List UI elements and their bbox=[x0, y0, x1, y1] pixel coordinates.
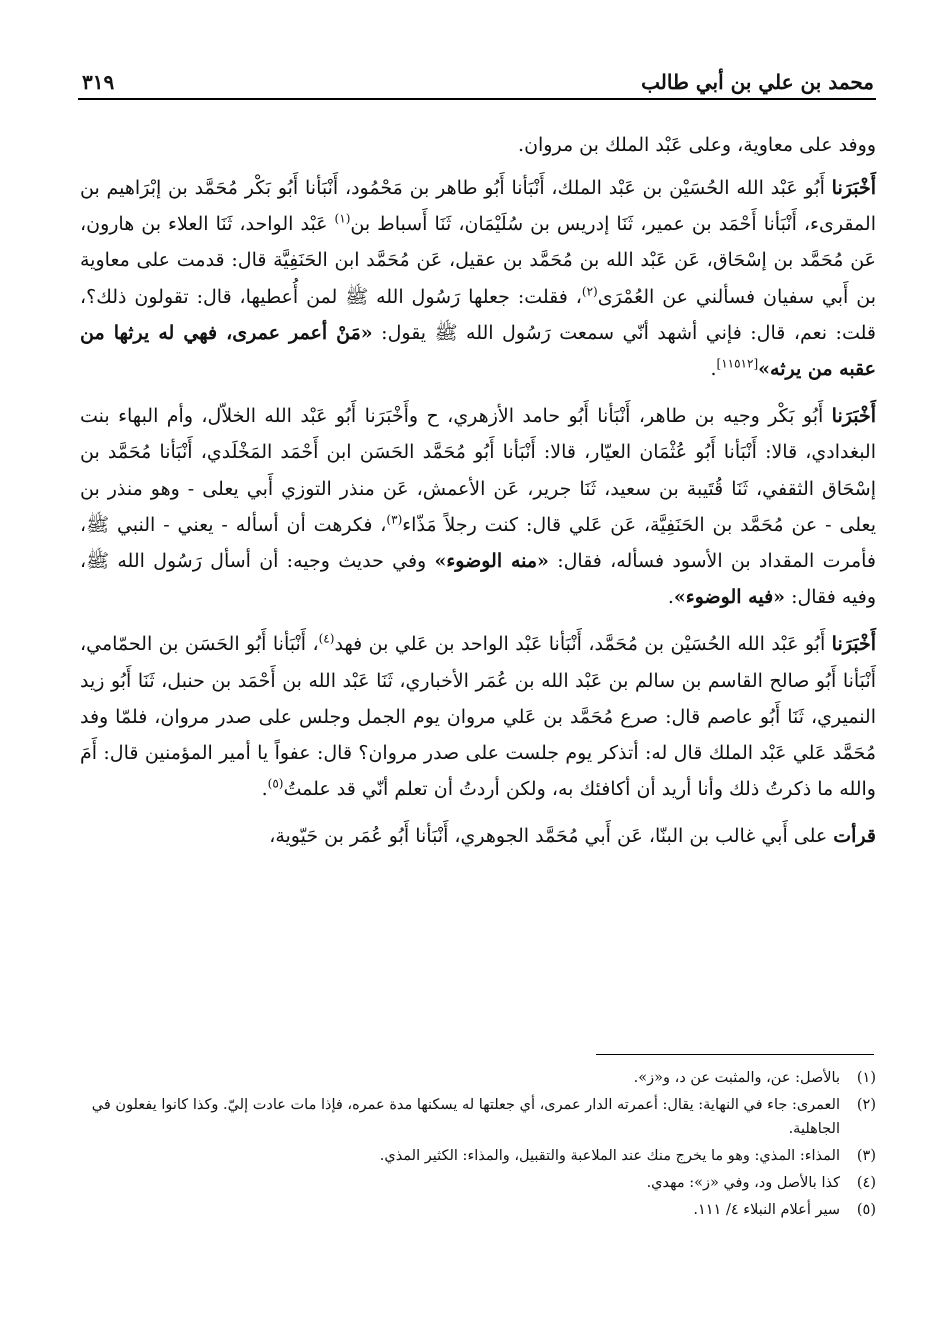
footnote-number: (٣) bbox=[856, 1148, 876, 1164]
paragraph-text: ، أَنْبَأنا أَبُو الحَسَن بن الحمّامي، أَنْبَأنا أَبُو صالح القاسم بن سالم بن عَبْد الله بن عُمَر الأخباري، ثَنَا عَبْد الله بن أَحْمَد بن حنبل، ثَنَا أَبُو زيد النميري، ثَنَا أَبُو عاصم قال: صرع مُحَمَّد بن عَلي مروان يوم الجمل وجلس على صدر مروان، فلمّا وفد مُحَمَّد عَلي عَبْد الملك قال له: أتذكر يوم جلست على صدر مروان؟ قال: عفواً يا أمير المؤمنين قال: أَمَ والله ما ذكرتُ ذلك وأنا أريد أن أكافئك به، ولكن أردتُ أن تعلم أنّي قد علمتُ bbox=[80, 633, 876, 801]
page-number: ٣١٩ bbox=[82, 70, 115, 94]
header-rule bbox=[78, 98, 876, 100]
paragraph-text: عَبْد الواحد، ثَنَا العلاء بن هارون، عَن مُحَمَّد بن إسْحَاق، عَن عَبْد الله بن مُحَمَّد بن عقيل، عَن مُحَمَّد ابن الحَنَفِيَّة قال: قدمت على معاوية بن أَبي سفيان فسألني عن العُمْرَى bbox=[80, 213, 876, 308]
footnotes bbox=[60, 1066, 876, 1225]
footnote-text: العمرى: جاء في النهاية: يقال: أعمرته الدار عمرى، أي جعلتها له يسكنها مدة عمره، فإذا مات عادت إليّ. وكذا كانوا يفعلون في الجاهلية. bbox=[91, 1097, 840, 1137]
paragraph-text: أَبُو عَبْد الله الحُسَيْن بن مُحَمَّد، أَنْبَأنا عَبْد الواحد بن عَلي بن فهد bbox=[334, 633, 832, 656]
paragraph-2 bbox=[80, 170, 876, 387]
paragraph-text: أَبُو عَبْد الله الحُسَيْن بن عَبْد الملك، أَنْبَأنا أَبُو طاهر بن مَحْمُود، أَنْبَأنا أَبُو بَكْر مُحَمَّد بن إبْرَاهيم بن المقرىء، أَنْبَأنا أَحْمَد بن عمير، ثَنَا إدريس بن سُلَيْمَان، ثَنَا أَسباط بن bbox=[80, 177, 876, 236]
footnote-number: (٥) bbox=[856, 1202, 876, 1218]
paragraph-lead: أَخْبَرَنا bbox=[831, 177, 876, 199]
hadith-quote: «منه الوضوء» bbox=[434, 550, 549, 573]
footnote-marker-3[interactable]: (٣) bbox=[386, 512, 403, 527]
header-title: محمد بن علي بن أبي طالب bbox=[641, 70, 874, 94]
footnote-1 bbox=[60, 1066, 876, 1090]
footnote-text: سير أعلام النبلاء ٤/ ١١١. bbox=[693, 1202, 840, 1218]
footnote-marker-5[interactable]: (٥) bbox=[267, 776, 284, 791]
paragraph-lead: أَخْبَرَنا bbox=[831, 405, 876, 428]
footnote-text: كذا بالأصل ود، وفي «ز»: مهدي. bbox=[646, 1175, 840, 1191]
footnote-5 bbox=[60, 1198, 876, 1222]
paragraph-end: . bbox=[261, 778, 268, 801]
hadith-reference-number: [١١٥١٢] bbox=[716, 356, 759, 371]
paragraph-text: وفي حديث وجيه: أن أسأل رَسُول الله ﷺ، وفيه فقال: bbox=[80, 550, 876, 609]
paragraph-text: ، فكرهت أن أسأله - يعني - النبي ﷺ، فأمرت المقداد بن الأسود فسأله، فقال: bbox=[80, 513, 876, 573]
paragraph-lead: أَخْبَرَنا bbox=[831, 633, 876, 656]
paragraph-text: أَبُو بَكْر وجيه بن طاهر، أَنْبَأنا أَبُو حامد الأزهري، ح وأَخْبَرَنا أَبُو عَبْد الله الخلاّل، وأم البهاء بنت البغدادي، قالا: أَنْبَأنا أَبُو عُثْمَان العيّار، قالا: أَنْبَأنا أَبُو مُحَمَّد الحَسَن ابن أَحْمَد المَخْلَدي، أَنْبَأنا مُحَمَّد بن إسْحَاق الثقفي، ثَنَا قُتَيبة بن سعيد، ثَنَا جرير، عَن الأعمش، عَن منذر التوزي أَبي يعلى - وهو منذر بن يعلى - عن مُحَمَّد بن الحَنَفِيَّة، عَن عَلي قال: كنت رجلاً مَذّاء bbox=[80, 405, 876, 536]
footnote-text: المذاء: المذي: وهو ما يخرج منك عند الملاعبة والتقبيل، والمذاء: الكثير المذي. bbox=[379, 1148, 840, 1164]
hadith-quote: «مَنْ أعمر عمرى، فهي له يرثها من عقبه من يرثه» bbox=[80, 321, 876, 381]
paragraph-text: على أَبي غالب بن البنّا، عَن أَبي مُحَمَّد الجوهري، أَنْبَأنا أَبُو عُمَر بن حَيّوية، bbox=[269, 825, 834, 848]
hadith-quote: «فيه الوضوء» bbox=[673, 586, 786, 609]
footnote-number: (٤) bbox=[856, 1175, 876, 1191]
paragraph-text: ، فقلت: جعلها رَسُول الله ﷺ لمن أُعطيها، قال: تقولون ذلك؟، قلت: نعم، قال: فإني أشهد أنّي سمعت رَسُول الله ﷺ يقول: bbox=[80, 285, 876, 344]
footnote-number: (١) bbox=[856, 1070, 876, 1086]
paragraph-3 bbox=[80, 398, 876, 615]
running-header bbox=[82, 58, 874, 94]
footnote-3 bbox=[60, 1144, 876, 1168]
footnote-2 bbox=[60, 1093, 876, 1141]
paragraph-4 bbox=[80, 626, 876, 807]
paragraph-1 bbox=[80, 126, 876, 164]
footnote-number: (٢) bbox=[856, 1097, 876, 1113]
footnote-marker-2[interactable]: (٢) bbox=[581, 284, 598, 299]
paragraph-5 bbox=[80, 818, 876, 854]
paragraph-end: . bbox=[710, 358, 717, 381]
main-text bbox=[80, 126, 876, 866]
footnote-text: بالأصل: عن، والمثبت عن د، و«ز». bbox=[633, 1070, 840, 1086]
footnote-marker-1[interactable]: (١) bbox=[334, 211, 351, 226]
footnote-marker-4[interactable]: (٤) bbox=[318, 632, 335, 647]
paragraph-text: ووفد على معاوية، وعلى عَبْد الملك بن مروان. bbox=[518, 134, 876, 156]
footnote-4 bbox=[60, 1171, 876, 1195]
footnote-rule bbox=[596, 1054, 874, 1055]
paragraph-lead: قرأت bbox=[833, 825, 876, 848]
paragraph-end: . bbox=[667, 586, 674, 609]
